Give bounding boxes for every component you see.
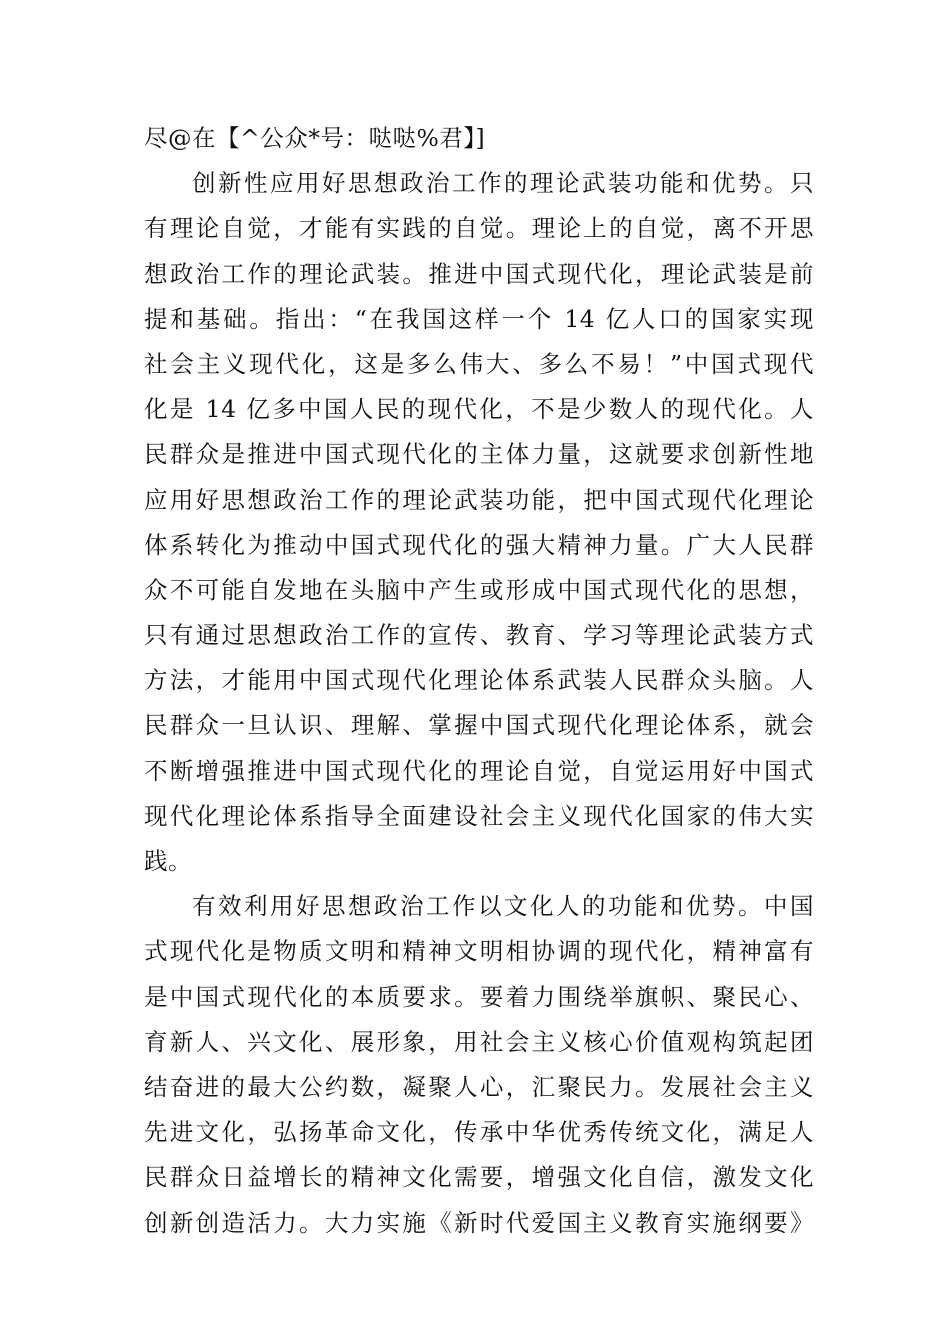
paragraph-2-line-8: 创新创造活力。大力实施《新时代爱国主义教育实施纲要》 [144, 1208, 814, 1237]
paragraph-1-line-9: 体系转化为推动中国式现代化的强大精神力量。广大人民群 [144, 530, 814, 559]
paragraph-1-line-14: 不断增强推进中国式现代化的理论自觉，自觉运用好中国式 [144, 756, 814, 785]
paragraph-1-line-4: 提和基础。指出：“在我国这样一个 14 亿人口的国家实现 [144, 304, 814, 333]
document-body [144, 116, 814, 1246]
paragraph-1-line-10: 众不可能自发地在头脑中产生或形成中国式现代化的思想， [144, 575, 814, 604]
header-line: 尽@在【^公众*号：哒哒%君】] [144, 124, 486, 152]
paragraph-1-line-12: 方法，才能用中国式现代化理论体系武装人民群众头脑。人 [144, 666, 814, 695]
paragraph-1-line-11: 只有通过思想政治工作的宣传、教育、学习等理论武装方式 [144, 621, 814, 650]
paragraph-2-line-7: 民群众日益增长的精神文化需要，增强文化自信，激发文化 [144, 1163, 814, 1192]
paragraph-1-line-1: 创新性应用好思想政治工作的理论武装功能和优势。只 [192, 169, 814, 198]
paragraph-2-line-4: 育新人、兴文化、展形象，用社会主义核心价值观构筑起团 [144, 1027, 814, 1056]
paragraph-1-line-3: 想政治工作的理论武装。推进中国式现代化，理论武装是前 [144, 259, 814, 288]
paragraph-1-line-2: 有理论自觉，才能有实践的自觉。理论上的自觉，离不开思 [144, 214, 814, 243]
paragraph-1-line-15: 现代化理论体系指导全面建设社会主义现代化国家的伟大实 [144, 801, 814, 830]
paragraph-1-line-16: 践。 [144, 847, 192, 875]
paragraph-2-line-5: 结奋进的最大公约数，凝聚人心，汇聚民力。发展社会主义 [144, 1072, 814, 1101]
paragraph-2-line-2: 式现代化是物质文明和精神文明相协调的现代化，精神富有 [144, 937, 814, 966]
paragraph-1-line-8: 应用好思想政治工作的理论武装功能，把中国式现代化理论 [144, 485, 814, 514]
paragraph-1-line-6: 化是 14 亿多中国人民的现代化，不是少数人的现代化。人 [144, 395, 814, 424]
paragraph-1-line-13: 民群众一旦认识、理解、掌握中国式现代化理论体系，就会 [144, 711, 814, 740]
paragraph-1-line-5: 社会主义现代化，这是多么伟大、多么不易！”中国式现代 [144, 349, 814, 378]
paragraph-2-line-1: 有效利用好思想政治工作以文化人的功能和优势。中国 [192, 892, 814, 921]
paragraph-2-line-6: 先进文化，弘扬革命文化，传承中华优秀传统文化，满足人 [144, 1118, 814, 1147]
paragraph-2-line-3: 是中国式现代化的本质要求。要着力围绕举旗帜、聚民心、 [144, 982, 814, 1011]
paragraph-1-line-7: 民群众是推进中国式现代化的主体力量，这就要求创新性地 [144, 440, 814, 469]
